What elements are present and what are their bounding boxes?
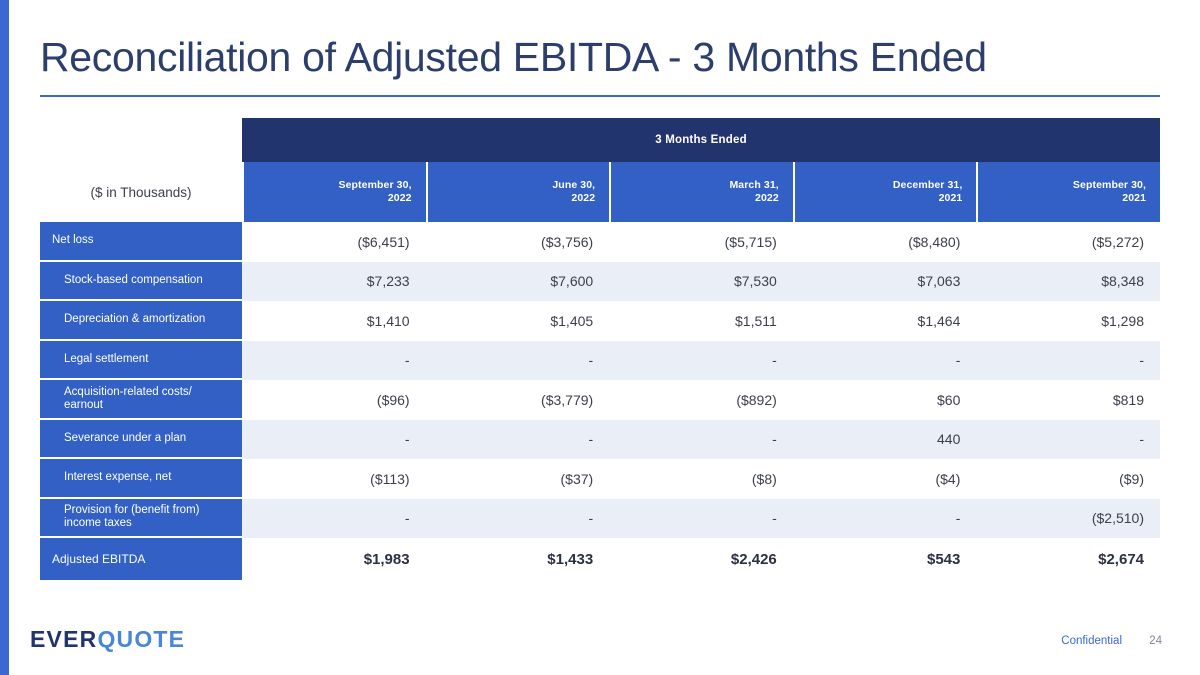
cell-r3-c3: - [793,341,977,381]
cell-r0-c3: ($8,480) [793,222,977,262]
row-label-1: Stock-based compensation [40,262,242,302]
table-column-header-row [40,162,1160,222]
logo-text-ever: EVER [30,626,98,652]
cell-r3-c0: - [242,341,426,381]
cell-r2-c0: $1,410 [242,301,426,341]
cell-r5-c2: - [609,420,793,460]
column-header-3 [793,162,977,222]
column-header-year-3: 2021 [938,192,963,204]
cell-r3-c1: - [426,341,610,381]
cell-r5-c0: - [242,420,426,460]
cell-r2-c2: $1,511 [609,301,793,341]
cell-r4-c4: $819 [976,380,1160,420]
column-header-date-0: September 30, [338,179,412,191]
table-row [40,301,1160,341]
row-label-7: Provision for (benefit from) income taxes [40,499,242,539]
cell-r6-c1: ($37) [426,459,610,499]
cell-r0-c0: ($6,451) [242,222,426,262]
cell-r4-c1: ($3,779) [426,380,610,420]
column-header-year-0: 2022 [387,192,412,204]
column-header-year-2: 2022 [755,192,779,204]
cell-r2-c3: $1,464 [793,301,977,341]
table-row [40,538,1160,580]
title-divider [40,95,1160,97]
cell-r1-c0: $7,233 [242,262,426,302]
column-header-2 [609,162,793,222]
table-corner-blank [40,118,242,162]
cell-r5-c1: - [426,420,610,460]
column-header-date-3: December 31, [892,179,963,191]
table-row [40,222,1160,262]
cell-r2-c4: $1,298 [976,301,1160,341]
cell-r7-c4: ($2,510) [976,499,1160,539]
cell-r7-c1: - [426,499,610,539]
column-header-date-2: March 31, [729,179,779,191]
left-accent-bar [0,0,9,675]
column-header-1 [426,162,610,222]
cell-r7-c3: - [793,499,977,539]
column-header-0 [242,162,426,222]
page-title: Reconciliation of Adjusted EBITDA - 3 Months Ended [40,34,987,80]
cell-r6-c0: ($113) [242,459,426,499]
cell-r4-c2: ($892) [609,380,793,420]
cell-r8-c1: $1,433 [426,538,610,580]
table-row [40,341,1160,381]
table-row [40,262,1160,302]
table-row [40,499,1160,539]
column-header-4 [976,162,1160,222]
units-label: ($ in Thousands) [40,162,242,222]
cell-r6-c3: ($4) [793,459,977,499]
cell-r7-c2: - [609,499,793,539]
row-label-4: Acquisition-related costs/ earnout [40,380,242,420]
cell-r7-c0: - [242,499,426,539]
cell-r1-c1: $7,600 [426,262,610,302]
everquote-logo [30,626,185,653]
cell-r4-c3: $60 [793,380,977,420]
cell-r5-c3: 440 [793,420,977,460]
column-header-year-1: 2022 [571,192,596,204]
cell-r2-c1: $1,405 [426,301,610,341]
cell-r6-c2: ($8) [609,459,793,499]
cell-r5-c4: - [976,420,1160,460]
column-header-date-4: September 30, [1072,179,1147,191]
cell-r6-c4: ($9) [976,459,1160,499]
cell-r0-c1: ($3,756) [426,222,610,262]
cell-r0-c4: ($5,272) [976,222,1160,262]
row-label-0: Net loss [40,222,242,262]
cell-r3-c2: - [609,341,793,381]
page-number: 24 [1149,635,1162,647]
table-span-header: 3 Months Ended [242,118,1160,162]
cell-r0-c2: ($5,715) [609,222,793,262]
row-label-8: Adjusted EBITDA [40,538,242,580]
column-header-date-1: June 30, [552,179,596,191]
cell-r1-c4: $8,348 [976,262,1160,302]
cell-r1-c2: $7,530 [609,262,793,302]
cell-r8-c4: $2,674 [976,538,1160,580]
ebitda-reconciliation-table [40,118,1160,580]
table-span-header-row [40,118,1160,162]
cell-r8-c3: $543 [793,538,977,580]
financial-table [40,118,1160,580]
cell-r1-c3: $7,063 [793,262,977,302]
logo-text-quote: QUOTE [97,626,186,652]
cell-r8-c2: $2,426 [609,538,793,580]
table-row [40,420,1160,460]
cell-r3-c4: - [976,341,1160,381]
row-label-3: Legal settlement [40,341,242,381]
cell-r8-c0: $1,983 [242,538,426,580]
column-header-year-4: 2021 [1122,192,1147,204]
confidential-label: Confidential [1061,635,1122,647]
table-row [40,459,1160,499]
row-label-2: Depreciation & amortization [40,301,242,341]
table-row [40,380,1160,420]
cell-r4-c0: ($96) [242,380,426,420]
row-label-5: Severance under a plan [40,420,242,460]
row-label-6: Interest expense, net [40,459,242,499]
